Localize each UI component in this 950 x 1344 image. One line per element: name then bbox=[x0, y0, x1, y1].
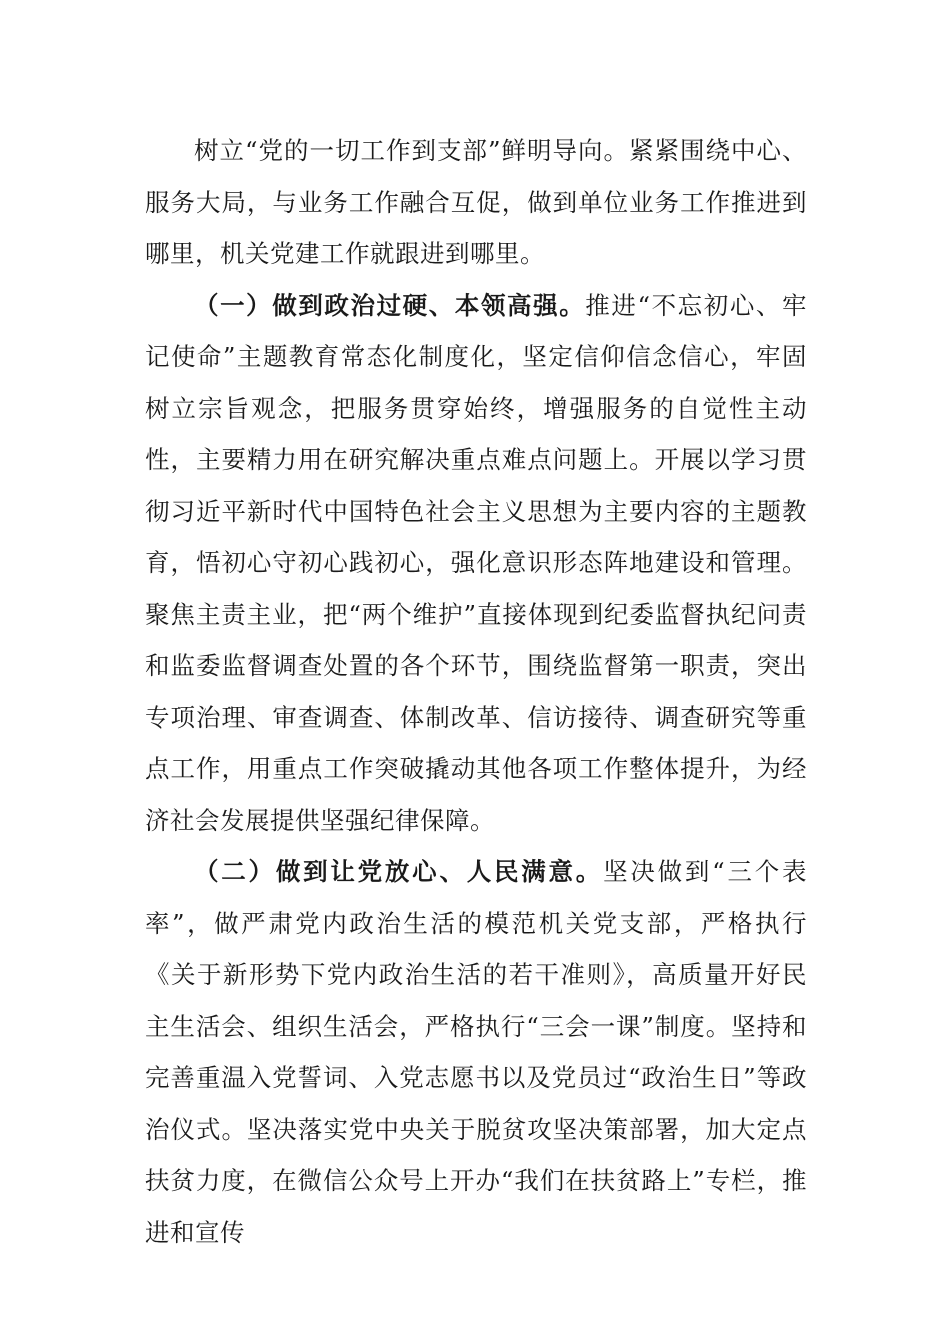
paragraph-text: 树立“党的一切工作到支部”鲜明导向。紧紧围绕中心、服务大局，与业务工作融合互促，做到单位业务工作推进到哪里，机关党建工作就跟进到哪里。 bbox=[145, 136, 807, 268]
paragraph-section-2 bbox=[145, 846, 807, 1258]
paragraph-section-1 bbox=[145, 280, 807, 847]
section-heading: （一）做到政治过硬、本领高强。 bbox=[194, 290, 586, 320]
paragraph-text: 推进“不忘初心、牢记使命”主题教育常态化制度化，坚定信仰信念信心，牢固树立宗旨观念，把服务贯穿始终，增强服务的自觉性主动性，主要精力用在研究解决重点难点问题上。开展以学习贯彻习近平新时代中国特色社会主义思想为主要内容的主题教育，悟初心守初心践初心，强化意识形态阵地建设和管理。聚焦主责主业，把“两个维护”直接体现到纪委监督执纪问责和监委监督调查处置的各个环节，围绕监督第一职责，突出专项治理、审查调查、体制改革、信访接待、调查研究等重点工作，用重点工作突破撬动其他各项工作整体提升，为经济社会发展提供坚强纪律保障。 bbox=[145, 290, 808, 835]
paragraph-intro bbox=[145, 125, 807, 280]
document-body bbox=[145, 125, 807, 1258]
paragraph-text: 坚决做到“三个表率”，做严肃党内政治生活的模范机关党支部，严格执行《关于新形势下党内政治生活的若干准则》，高质量开好民主生活会、组织生活会，严格执行“三会一课”制度。坚持和完善重温入党誓词、入党志愿书以及党员过“政治生日”等政治仪式。坚决落实党中央关于脱贫攻坚决策部署，加大定点扶贫力度，在微信公众号上开办“我们在扶贫路上”专栏，推进和宣传 bbox=[145, 857, 808, 1247]
section-heading: （二）做到让党放心、人民满意。 bbox=[194, 857, 604, 886]
